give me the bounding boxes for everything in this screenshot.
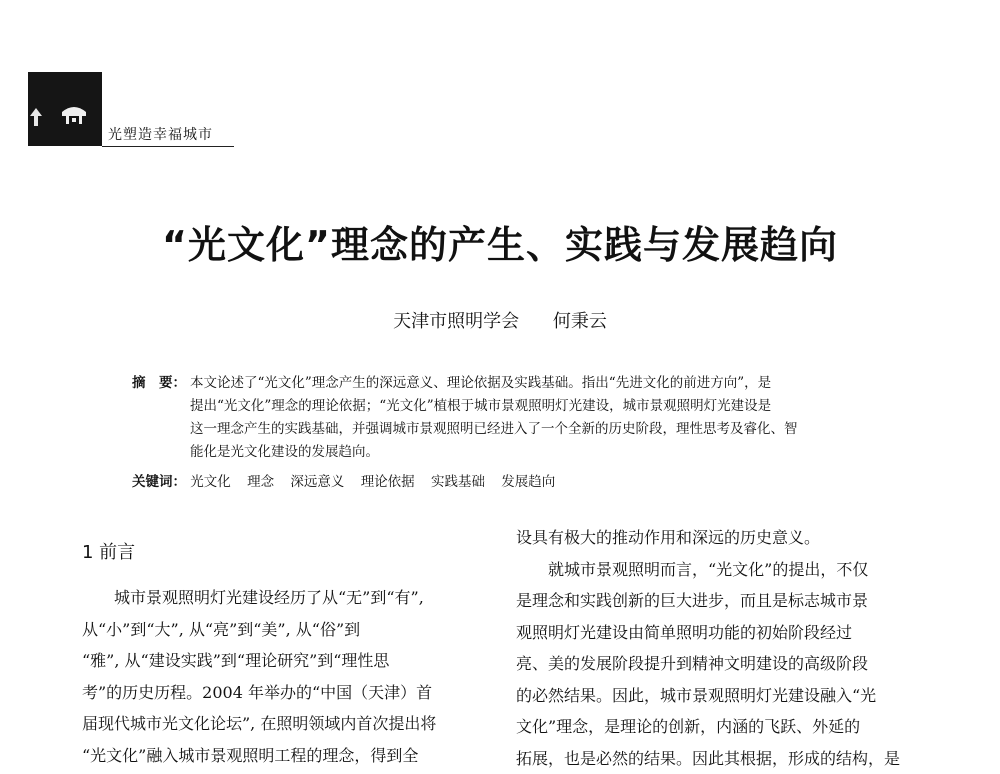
body-line: 就城市景观照明而言，“光文化”的提出，不仅	[516, 554, 916, 586]
abstract-line: 这一理念产生的实践基础，并强调城市景观照明已经进入了一个全新的历史阶段，理性思考及睿化、智	[190, 418, 875, 441]
body-line: 从“小”到“大”, 从“亮”到“美”, 从“俗”到	[82, 614, 482, 646]
keyword-item: 发展趋向	[501, 474, 555, 490]
right-column	[516, 522, 916, 774]
author-line	[0, 310, 1000, 334]
body-line: “光文化”融入城市景观照明工程的理念，得到全	[82, 740, 482, 772]
lantern-logo-icon	[28, 72, 102, 146]
article-title: “光文化”理念的产生、实践与发展趋向	[0, 222, 1000, 268]
keyword-item: 实践基础	[431, 474, 485, 490]
body-line: 亮、美的发展阶段提升到精神文明建设的高级阶段	[516, 648, 916, 680]
keywords-block	[132, 472, 567, 492]
keyword-item: 光文化	[190, 474, 231, 490]
abstract-line: 提出“光文化”理念的理论依据；“光文化”植根于城市景观照明灯光建设，城市景观照明灯光建设是	[190, 395, 875, 418]
header-logo-block	[28, 72, 102, 146]
body-line: “雅”, 从“建设实践”到“理论研究”到“理性思	[82, 645, 482, 677]
body-line: 设具有极大的推动作用和深远的历史意义。	[516, 522, 916, 554]
abstract-text	[190, 372, 875, 464]
body-line: 拓展，也是必然的结果。因此其根据，形成的结构，是	[516, 743, 916, 774]
body-line: 考”的历史历程。2004 年举办的“中国（天津）首	[82, 677, 482, 709]
section-heading: 1 前言	[82, 540, 482, 566]
body-line: 是理念和实践创新的巨大进步，而且是标志城市景	[516, 585, 916, 617]
body-line: 文化”理念，是理论的创新，内涵的飞跃、外延的	[516, 711, 916, 743]
body-line: 城市景观照明灯光建设经历了从“无”到“有”,	[82, 582, 482, 614]
section-header-label: 光塑造幸福城市	[108, 126, 213, 144]
left-column	[82, 540, 482, 771]
body-line: 届现代城市光文化论坛”, 在照明领域内首次提出将	[82, 708, 482, 740]
abstract-label: 摘 要：	[132, 372, 186, 395]
body-line: 的必然结果。因此，城市景观照明灯光建设融入“光	[516, 680, 916, 712]
keywords-list	[190, 474, 567, 490]
author-name: 何秉云	[553, 311, 607, 332]
abstract-line: 本文论述了“光文化”理念产生的深远意义、理论依据及实践基础。指出“先进文化的前进方向”，是	[190, 372, 875, 395]
keyword-item: 理念	[247, 474, 274, 490]
author-affiliation: 天津市照明学会	[393, 311, 519, 332]
keyword-item: 理论依据	[361, 474, 415, 490]
abstract-line: 能化是光文化建设的发展趋向。	[190, 441, 875, 464]
keyword-item: 深远意义	[290, 474, 344, 490]
keywords-label: 关键词：	[132, 474, 186, 490]
body-line: 观照明灯光建设由简单照明功能的初始阶段经过	[516, 617, 916, 649]
header-underline	[102, 146, 234, 147]
